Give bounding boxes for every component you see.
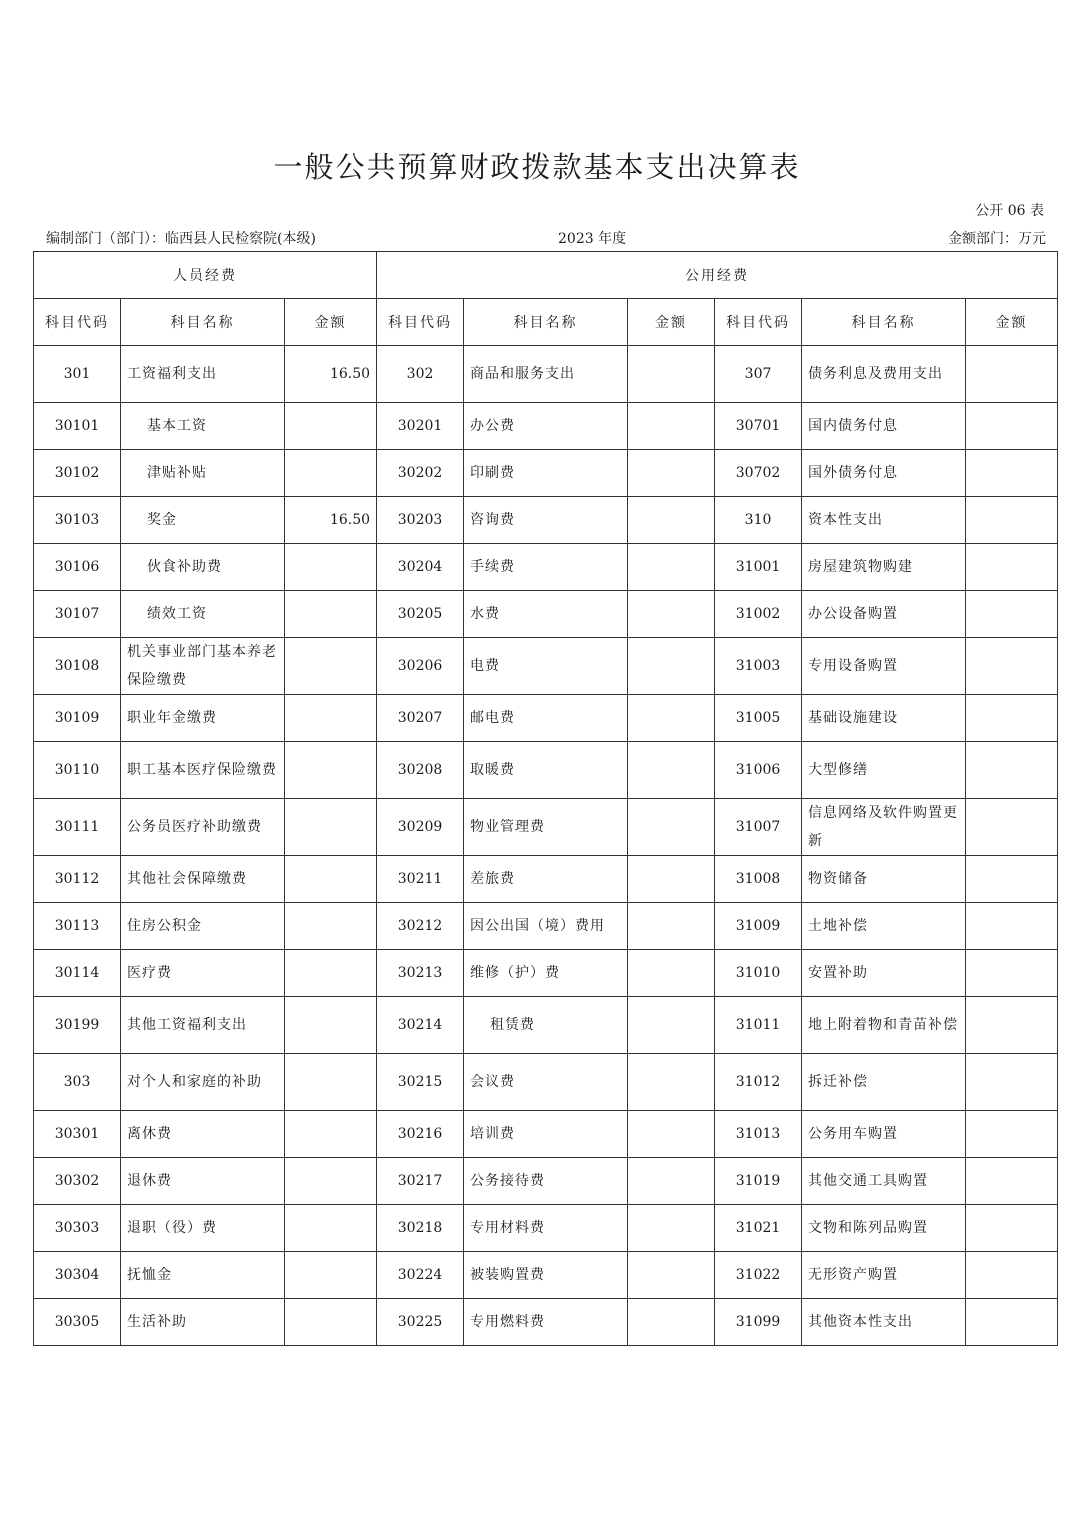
public-amount-cell (628, 1299, 715, 1346)
capital-amount-cell (966, 742, 1058, 799)
capital-amount-cell (966, 1054, 1058, 1111)
capital-code-cell: 31012 (715, 1054, 802, 1111)
public-amount-cell (628, 695, 715, 742)
public-amount-cell (628, 950, 715, 997)
public-amount-cell (628, 450, 715, 497)
personnel-code-cell: 30112 (34, 856, 121, 903)
personnel-name-cell: 离休费 (121, 1111, 285, 1158)
personnel-amount-cell (285, 638, 377, 695)
public-name-cell: 印刷费 (464, 450, 628, 497)
public-name-cell: 会议费 (464, 1054, 628, 1111)
public-code-cell: 30211 (377, 856, 464, 903)
capital-amount-cell (966, 1111, 1058, 1158)
public-amount-cell (628, 742, 715, 799)
public-amount-cell (628, 1205, 715, 1252)
personnel-code-cell: 30113 (34, 903, 121, 950)
table-row (34, 1054, 1058, 1111)
personnel-amount-cell (285, 1252, 377, 1299)
public-name-cell: 维修（护）费 (464, 950, 628, 997)
public-amount-cell (628, 638, 715, 695)
personnel-code-cell: 30110 (34, 742, 121, 799)
capital-code-cell: 31099 (715, 1299, 802, 1346)
personnel-name-cell: 住房公积金 (121, 903, 285, 950)
col-header-name: 科目名称 (802, 299, 966, 346)
table-row (34, 450, 1058, 497)
public-code-cell: 30215 (377, 1054, 464, 1111)
capital-code-cell: 31009 (715, 903, 802, 950)
personnel-name-cell: 对个人和家庭的补助 (121, 1054, 285, 1111)
table-row (34, 1205, 1058, 1252)
public-code-cell: 30206 (377, 638, 464, 695)
personnel-amount-cell (285, 695, 377, 742)
personnel-name-cell: 基本工资 (121, 403, 285, 450)
public-name-cell: 被装购置费 (464, 1252, 628, 1299)
table-row (34, 591, 1058, 638)
public-name-cell: 专用材料费 (464, 1205, 628, 1252)
capital-code-cell: 31002 (715, 591, 802, 638)
personnel-amount-cell (285, 856, 377, 903)
capital-code-cell: 31005 (715, 695, 802, 742)
personnel-code-cell: 30302 (34, 1158, 121, 1205)
capital-name-cell: 债务利息及费用支出 (802, 346, 966, 403)
public-code-cell: 30217 (377, 1158, 464, 1205)
column-header-row (34, 299, 1058, 346)
capital-name-cell: 文物和陈列品购置 (802, 1205, 966, 1252)
personnel-name-cell: 其他社会保障缴费 (121, 856, 285, 903)
capital-code-cell: 31022 (715, 1252, 802, 1299)
department-label: 编制部门（部门）：临西县人民检察院(本级) (46, 231, 316, 247)
capital-amount-cell (966, 695, 1058, 742)
col-header-name: 科目名称 (121, 299, 285, 346)
personnel-code-cell: 30103 (34, 497, 121, 544)
public-code-cell: 30205 (377, 591, 464, 638)
personnel-code-cell: 30199 (34, 997, 121, 1054)
personnel-code-cell: 30109 (34, 695, 121, 742)
personnel-name-cell: 医疗费 (121, 950, 285, 997)
capital-amount-cell (966, 497, 1058, 544)
meta-line (46, 228, 1046, 248)
public-name-cell: 公务接待费 (464, 1158, 628, 1205)
col-header-code: 科目代码 (715, 299, 802, 346)
capital-amount-cell (966, 1158, 1058, 1205)
public-code-cell: 30201 (377, 403, 464, 450)
public-name-cell: 因公出国（境）费用 (464, 903, 628, 950)
public-amount-cell (628, 903, 715, 950)
personnel-amount-cell (285, 1111, 377, 1158)
public-code-cell: 30214 (377, 997, 464, 1054)
capital-name-cell: 其他交通工具购置 (802, 1158, 966, 1205)
capital-amount-cell (966, 1252, 1058, 1299)
table-row (34, 638, 1058, 695)
group-header-row (34, 252, 1058, 299)
personnel-code-cell: 30107 (34, 591, 121, 638)
personnel-amount-cell (285, 1299, 377, 1346)
public-amount-cell (628, 497, 715, 544)
table-row (34, 1111, 1058, 1158)
capital-amount-cell (966, 544, 1058, 591)
public-name-cell: 办公费 (464, 403, 628, 450)
page-title: 一般公共预算财政拨款基本支出决算表 (273, 150, 801, 184)
group-header-public: 公用经费 (377, 252, 1058, 299)
capital-name-cell: 大型修缮 (802, 742, 966, 799)
capital-name-cell: 房屋建筑物购建 (802, 544, 966, 591)
personnel-amount-cell (285, 950, 377, 997)
group-header-personnel: 人员经费 (34, 252, 377, 299)
capital-amount-cell (966, 1205, 1058, 1252)
capital-amount-cell (966, 856, 1058, 903)
personnel-name-cell: 伙食补助费 (121, 544, 285, 591)
capital-code-cell: 31011 (715, 997, 802, 1054)
table-row (34, 799, 1058, 856)
personnel-code-cell: 30106 (34, 544, 121, 591)
personnel-amount-cell (285, 1205, 377, 1252)
public-code-cell: 30225 (377, 1299, 464, 1346)
capital-amount-cell (966, 950, 1058, 997)
table-row (34, 544, 1058, 591)
public-name-cell: 取暖费 (464, 742, 628, 799)
personnel-code-cell: 30301 (34, 1111, 121, 1158)
capital-amount-cell (966, 903, 1058, 950)
capital-name-cell: 其他资本性支出 (802, 1299, 966, 1346)
year-label: 2023 年度 (558, 231, 627, 247)
personnel-name-cell: 职业年金缴费 (121, 695, 285, 742)
public-code-cell: 30202 (377, 450, 464, 497)
capital-name-cell: 办公设备购置 (802, 591, 966, 638)
capital-code-cell: 31008 (715, 856, 802, 903)
personnel-amount-cell: 16.50 (285, 497, 377, 544)
table-row (34, 742, 1058, 799)
personnel-name-cell: 退职（役）费 (121, 1205, 285, 1252)
capital-code-cell: 310 (715, 497, 802, 544)
capital-code-cell: 31021 (715, 1205, 802, 1252)
personnel-code-cell: 303 (34, 1054, 121, 1111)
personnel-amount-cell (285, 591, 377, 638)
personnel-amount-cell: 16.50 (285, 346, 377, 403)
personnel-name-cell: 生活补助 (121, 1299, 285, 1346)
personnel-code-cell: 30111 (34, 799, 121, 856)
capital-amount-cell (966, 1299, 1058, 1346)
public-name-cell: 电费 (464, 638, 628, 695)
personnel-amount-cell (285, 403, 377, 450)
capital-name-cell: 安置补助 (802, 950, 966, 997)
personnel-code-cell: 30114 (34, 950, 121, 997)
expenditure-table (33, 251, 1058, 1346)
capital-code-cell: 307 (715, 346, 802, 403)
public-code-cell: 30213 (377, 950, 464, 997)
personnel-name-cell: 退休费 (121, 1158, 285, 1205)
public-name-cell: 专用燃料费 (464, 1299, 628, 1346)
personnel-code-cell: 30304 (34, 1252, 121, 1299)
public-name-cell: 物业管理费 (464, 799, 628, 856)
capital-code-cell: 31003 (715, 638, 802, 695)
capital-name-cell: 国内债务付息 (802, 403, 966, 450)
personnel-code-cell: 30108 (34, 638, 121, 695)
public-amount-cell (628, 544, 715, 591)
capital-code-cell: 31007 (715, 799, 802, 856)
unit-label: 金额部门：万元 (948, 231, 1046, 247)
table-row (34, 695, 1058, 742)
col-header-amount: 金额 (628, 299, 715, 346)
capital-name-cell: 土地补偿 (802, 903, 966, 950)
capital-code-cell: 30702 (715, 450, 802, 497)
table-row (34, 1158, 1058, 1205)
personnel-amount-cell (285, 997, 377, 1054)
col-header-name: 科目名称 (464, 299, 628, 346)
capital-code-cell: 31019 (715, 1158, 802, 1205)
personnel-amount-cell (285, 799, 377, 856)
col-header-code: 科目代码 (377, 299, 464, 346)
public-name-cell: 租赁费 (464, 997, 628, 1054)
capital-name-cell: 拆迁补偿 (802, 1054, 966, 1111)
public-code-cell: 30212 (377, 903, 464, 950)
personnel-code-cell: 30303 (34, 1205, 121, 1252)
personnel-name-cell: 津贴补贴 (121, 450, 285, 497)
personnel-name-cell: 公务员医疗补助缴费 (121, 799, 285, 856)
capital-amount-cell (966, 403, 1058, 450)
capital-amount-cell (966, 450, 1058, 497)
public-name-cell: 水费 (464, 591, 628, 638)
capital-amount-cell (966, 591, 1058, 638)
capital-amount-cell (966, 799, 1058, 856)
public-name-cell: 手续费 (464, 544, 628, 591)
personnel-name-cell: 机关事业部门基本养老保险缴费 (121, 638, 285, 695)
personnel-amount-cell (285, 742, 377, 799)
table-row (34, 346, 1058, 403)
table-row (34, 403, 1058, 450)
public-code-cell: 30203 (377, 497, 464, 544)
capital-name-cell: 地上附着物和青苗补偿 (802, 997, 966, 1054)
capital-name-cell: 无形资产购置 (802, 1252, 966, 1299)
public-name-cell: 差旅费 (464, 856, 628, 903)
personnel-amount-cell (285, 544, 377, 591)
col-header-amount: 金额 (966, 299, 1058, 346)
public-amount-cell (628, 591, 715, 638)
public-name-cell: 咨询费 (464, 497, 628, 544)
table-row (34, 950, 1058, 997)
capital-amount-cell (966, 346, 1058, 403)
capital-amount-cell (966, 638, 1058, 695)
public-code-cell: 30208 (377, 742, 464, 799)
table-row (34, 997, 1058, 1054)
form-number: 公开 06 表 (975, 203, 1044, 219)
capital-code-cell: 31010 (715, 950, 802, 997)
capital-code-cell: 31001 (715, 544, 802, 591)
table-body (34, 346, 1058, 1346)
capital-name-cell: 物资储备 (802, 856, 966, 903)
capital-amount-cell (966, 997, 1058, 1054)
capital-name-cell: 信息网络及软件购置更新 (802, 799, 966, 856)
public-name-cell: 商品和服务支出 (464, 346, 628, 403)
col-header-amount: 金额 (285, 299, 377, 346)
personnel-amount-cell (285, 450, 377, 497)
personnel-code-cell: 30101 (34, 403, 121, 450)
personnel-code-cell: 30305 (34, 1299, 121, 1346)
capital-name-cell: 资本性支出 (802, 497, 966, 544)
public-code-cell: 30209 (377, 799, 464, 856)
capital-name-cell: 公务用车购置 (802, 1111, 966, 1158)
personnel-amount-cell (285, 1054, 377, 1111)
capital-name-cell: 专用设备购置 (802, 638, 966, 695)
capital-name-cell: 国外债务付息 (802, 450, 966, 497)
public-code-cell: 30224 (377, 1252, 464, 1299)
table-row (34, 903, 1058, 950)
public-amount-cell (628, 1111, 715, 1158)
public-code-cell: 302 (377, 346, 464, 403)
personnel-amount-cell (285, 1158, 377, 1205)
public-amount-cell (628, 1252, 715, 1299)
public-amount-cell (628, 1158, 715, 1205)
personnel-name-cell: 抚恤金 (121, 1252, 285, 1299)
personnel-code-cell: 301 (34, 346, 121, 403)
table-row (34, 1299, 1058, 1346)
table-row (34, 497, 1058, 544)
personnel-amount-cell (285, 903, 377, 950)
col-header-code: 科目代码 (34, 299, 121, 346)
public-code-cell: 30207 (377, 695, 464, 742)
capital-name-cell: 基础设施建设 (802, 695, 966, 742)
public-amount-cell (628, 1054, 715, 1111)
public-code-cell: 30204 (377, 544, 464, 591)
public-code-cell: 30216 (377, 1111, 464, 1158)
public-name-cell: 培训费 (464, 1111, 628, 1158)
personnel-name-cell: 其他工资福利支出 (121, 997, 285, 1054)
personnel-name-cell: 职工基本医疗保险缴费 (121, 742, 285, 799)
public-amount-cell (628, 403, 715, 450)
public-amount-cell (628, 346, 715, 403)
public-amount-cell (628, 997, 715, 1054)
personnel-name-cell: 绩效工资 (121, 591, 285, 638)
table-row (34, 856, 1058, 903)
capital-code-cell: 31013 (715, 1111, 802, 1158)
capital-code-cell: 31006 (715, 742, 802, 799)
personnel-name-cell: 奖金 (121, 497, 285, 544)
public-code-cell: 30218 (377, 1205, 464, 1252)
public-name-cell: 邮电费 (464, 695, 628, 742)
personnel-name-cell: 工资福利支出 (121, 346, 285, 403)
public-amount-cell (628, 799, 715, 856)
capital-code-cell: 30701 (715, 403, 802, 450)
table-row (34, 1252, 1058, 1299)
personnel-code-cell: 30102 (34, 450, 121, 497)
public-amount-cell (628, 856, 715, 903)
